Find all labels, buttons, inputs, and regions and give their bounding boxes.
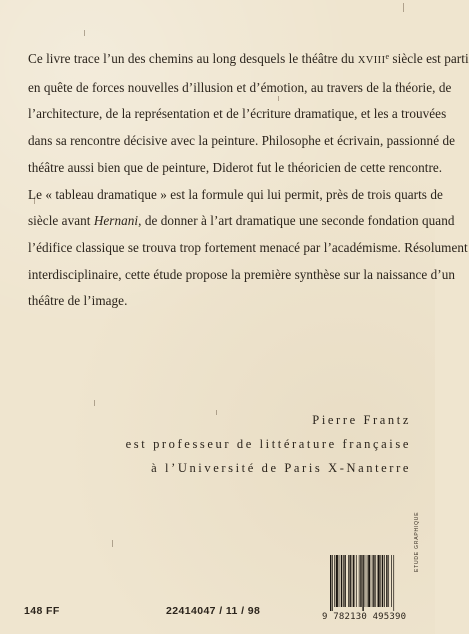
description-line: Le « tableau dramatique » est la formule qui lui permit, près de trois quarts de: [28, 186, 443, 202]
price: 148 FF: [24, 605, 60, 617]
author-name: Pierre Frantz: [312, 413, 411, 427]
italic-title: Hernani: [93, 213, 139, 229]
description-line: [28, 44, 469, 75]
century-numeral: XVIII: [357, 55, 386, 66]
text-segment: , de donner à l’art dramatique une seconde fondation quand: [138, 213, 455, 229]
barcode-image: [330, 555, 418, 611]
paper-speck: [403, 3, 404, 12]
paper-speck: [94, 400, 95, 406]
description-text: [28, 44, 469, 315]
text-segment: Ce livre trace l’un des chemins au long desquels le théâtre du: [28, 51, 358, 66]
superscript: e: [385, 52, 390, 61]
description-line: dans sa rencontre décisive avec la peinture. Philosophe et écrivain, passionné de: [28, 133, 455, 149]
description-line: l’architecture, de la représentation et de l’écriture dramatique, et les a trouvées: [28, 106, 447, 122]
side-credit: ETUDE GRAPHIQUE: [414, 511, 420, 572]
catalog-code: 22414047 / 11 / 98: [166, 605, 261, 617]
description-line: en quête de forces nouvelles d’illusion et d’émotion, au travers de la théorie, de: [28, 79, 452, 95]
barcode-area: [322, 555, 422, 625]
text-segment: siècle est parti: [389, 51, 469, 66]
description-line: [28, 208, 455, 235]
paper-speck: [112, 540, 113, 547]
description-line: l’édifice classique se trouva trop fortement menacé par l’académisme. Résolument: [28, 239, 468, 255]
author-affiliation: à l’Université de Paris X-Nanterre: [151, 461, 411, 475]
description-line: théâtre de l’image.: [28, 293, 128, 309]
text-segment: siècle avant: [28, 213, 94, 229]
author-block: [126, 408, 411, 480]
description-line: théâtre aussi bien que de peinture, Diderot fut le théoricien de cette rencontre.: [28, 159, 443, 175]
barcode-number: 9 782130 495390: [322, 612, 407, 622]
description-line: interdisciplinaire, cette étude propose la première synthèse sur la naissance d’un: [28, 266, 456, 282]
paper-speck: [84, 30, 85, 36]
author-title: est professeur de littérature française: [125, 437, 411, 451]
